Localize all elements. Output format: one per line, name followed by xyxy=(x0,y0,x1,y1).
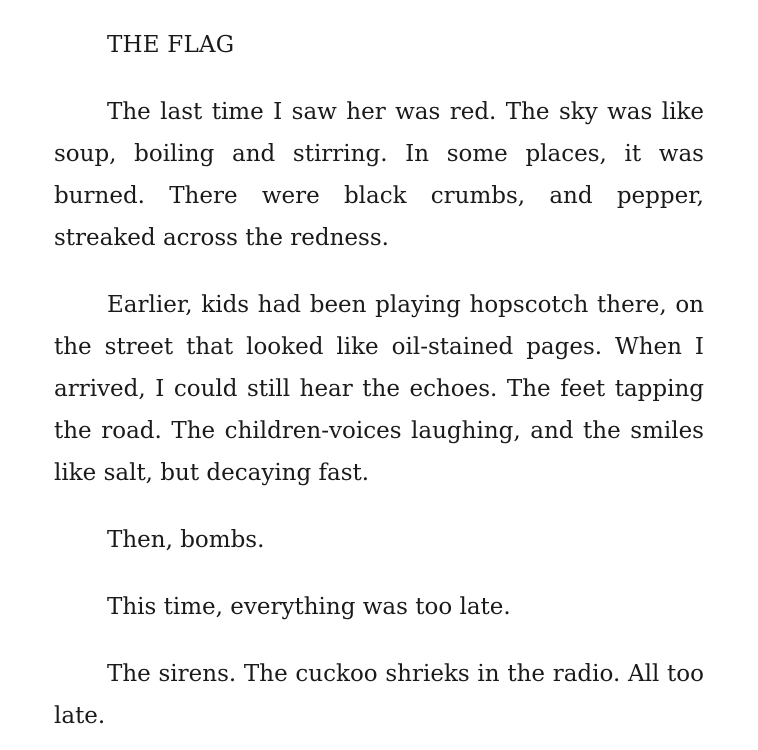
reading-page xyxy=(54,24,704,737)
paragraph-3: Then, bombs. xyxy=(107,527,265,553)
paragraph-5: The sirens. The cuckoo shrieks in the radio. All too late. xyxy=(54,661,704,729)
paragraph-1: The last time I saw her was red. The sky was like soup, boiling and stirring. In some places, it was burned. There were black crumbs, and pepper, streaked across the redness. xyxy=(54,99,704,251)
paragraph-2: Earlier, kids had been playing hopscotch there, on the street that looked like oil-stained pages. When I arrived, I could still hear the echoes. The feet tapping the road. The children-voices laughing, and the smiles like salt, but decaying fast. xyxy=(54,292,704,486)
story-title: THE FLAG xyxy=(107,32,235,58)
paragraph-4: This time, everything was too late. xyxy=(107,594,511,620)
